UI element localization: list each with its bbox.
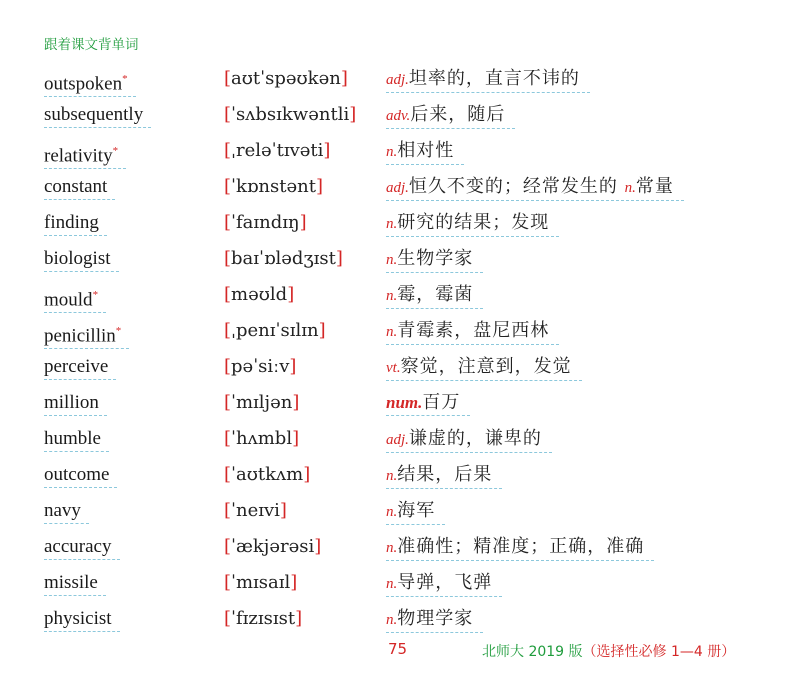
bracket-close: ] (318, 320, 326, 341)
vocab-phonetic (224, 499, 287, 523)
vocab-word (44, 319, 129, 349)
vocab-definition (386, 139, 464, 165)
phonetic-text: ˈmɪljən (231, 392, 293, 413)
vocab-row (0, 571, 787, 601)
vocab-word (44, 139, 126, 169)
vocab-word-text: biologist (44, 248, 111, 269)
vocab-phonetic (224, 103, 356, 127)
edition-name: 北师大 2019 版 (482, 644, 583, 660)
part-of-speech: n. (386, 252, 398, 268)
part-of-speech: n. (386, 612, 398, 628)
part-of-speech: n. (386, 540, 398, 556)
definition-text: 生物学家 (397, 248, 474, 269)
phonetic-text: ˌpenɪˈsɪlɪn (231, 320, 319, 341)
vocab-row (0, 103, 787, 133)
phonetic-text: ˈækjərəsi (231, 536, 315, 557)
definition-text: 后来，随后 (410, 104, 506, 125)
vocab-word-text: accuracy (44, 536, 112, 557)
bracket-open: [ (224, 176, 232, 197)
vocab-row (0, 535, 787, 565)
phonetic-text: məʊld (231, 284, 288, 305)
vocab-row (0, 319, 787, 349)
bracket-close: ] (323, 140, 331, 161)
vocab-phonetic (224, 139, 330, 163)
definition-text: 霉，霉菌 (397, 284, 474, 305)
phonetic-text: ˈmɪsaɪl (231, 572, 291, 593)
definition-text: 物理学家 (397, 608, 474, 629)
definition-text: 察觉，注意到，发觉 (400, 356, 572, 377)
vocab-phonetic (224, 247, 343, 271)
vocab-word-text: outspoken (44, 73, 123, 95)
star-mark: * (115, 325, 122, 337)
bracket-close: ] (292, 392, 300, 413)
vocab-row (0, 427, 787, 457)
bracket-open: [ (224, 68, 232, 89)
part-of-speech: n. (386, 324, 398, 340)
vocab-phonetic (224, 283, 294, 307)
star-mark: * (112, 145, 119, 157)
phonetic-text: aʊtˈspəʊkən (231, 68, 341, 89)
vocab-phonetic (224, 427, 299, 451)
vocab-definition (386, 247, 483, 273)
vocab-phonetic (224, 211, 307, 235)
vocab-definition (386, 211, 559, 237)
vocab-definition (386, 355, 582, 381)
definition-text: 百万 (422, 392, 461, 413)
phonetic-text: ˌreləˈtɪvəti (231, 140, 324, 161)
star-mark: * (92, 289, 99, 301)
vocab-phonetic (224, 355, 296, 379)
bracket-close: ] (299, 212, 307, 233)
vocab-row (0, 67, 787, 97)
vocab-word-text: subsequently (44, 104, 144, 125)
vocab-row (0, 607, 787, 637)
vocab-phonetic (224, 607, 302, 631)
vocab-phonetic (224, 463, 310, 487)
bracket-close: ] (295, 608, 303, 629)
vocab-word (44, 283, 106, 313)
part-of-speech: n. (386, 144, 398, 160)
bracket-open: [ (224, 572, 232, 593)
vocab-word (44, 607, 120, 632)
part-of-speech: adj. (386, 72, 409, 88)
definition-text: 恒久不变的；经常发生的 (408, 176, 625, 197)
vocab-phonetic (224, 67, 348, 91)
vocab-row (0, 283, 787, 313)
bracket-open: [ (224, 428, 232, 449)
bracket-open: [ (224, 248, 232, 269)
definition-text: 常量 (635, 176, 674, 197)
vocab-row (0, 355, 787, 385)
vocab-word-text: perceive (44, 356, 109, 377)
part-of-speech: n. (386, 504, 398, 520)
vocab-row (0, 247, 787, 277)
part-of-speech: n. (386, 576, 398, 592)
edition-volume: （选择性必修 1—4 册） (582, 644, 736, 660)
vocab-word-text: physicist (44, 608, 112, 629)
vocab-definition (386, 463, 502, 489)
vocab-word (44, 391, 107, 416)
vocab-definition (386, 283, 483, 309)
vocab-definition (386, 175, 684, 201)
bracket-open: [ (224, 104, 232, 125)
vocab-row (0, 139, 787, 169)
bracket-open: [ (224, 356, 232, 377)
bracket-open: [ (224, 212, 232, 233)
vocab-word-text: finding (44, 212, 99, 233)
part-of-speech: n. (386, 468, 398, 484)
vocab-phonetic (224, 391, 299, 415)
phonetic-text: baɪˈɒlədʒɪst (231, 248, 336, 269)
definition-text: 相对性 (397, 140, 455, 161)
phonetic-text: ˈhʌmbl (231, 428, 293, 449)
vocab-word-text: navy (44, 500, 81, 521)
part-of-speech: n. (386, 288, 398, 304)
part-of-speech: n. (624, 180, 636, 196)
vocab-definition (386, 571, 502, 597)
bracket-close: ] (292, 428, 300, 449)
vocab-word (44, 355, 116, 380)
edition-label (482, 641, 735, 661)
bracket-open: [ (224, 536, 232, 557)
bracket-open: [ (224, 608, 232, 629)
definition-text: 海军 (397, 500, 436, 521)
vocab-word-text: outcome (44, 464, 110, 485)
vocab-word-text: mould (44, 289, 93, 311)
definition-text: 研究的结果；发现 (397, 212, 550, 233)
phonetic-text: pəˈsiːv (231, 356, 290, 377)
vocab-definition (386, 391, 470, 416)
definition-text: 导弹，飞弹 (397, 572, 493, 593)
part-of-speech: vt. (386, 360, 401, 376)
bracket-open: [ (224, 392, 232, 413)
page-number: 75 (388, 640, 408, 658)
phonetic-text: ˈaʊtkʌm (231, 464, 304, 485)
vocab-word-text: relativity (44, 145, 113, 167)
star-mark: * (122, 73, 128, 85)
definition-text: 准确性；精准度；正确，准确 (397, 536, 645, 557)
part-of-speech: adv. (386, 108, 411, 124)
vocab-word (44, 535, 120, 560)
vocab-definition (386, 607, 483, 633)
bracket-close: ] (340, 68, 348, 89)
vocab-word (44, 103, 151, 128)
phonetic-text: ˈkɒnstənt (231, 176, 316, 197)
vocab-word (44, 571, 106, 596)
vocab-row (0, 391, 787, 421)
vocab-word-text: million (44, 392, 99, 413)
vocab-word-text: penicillin (44, 325, 116, 347)
vocab-row (0, 211, 787, 241)
bracket-open: [ (224, 140, 232, 161)
part-of-speech: num. (386, 393, 423, 412)
bracket-close: ] (290, 572, 298, 593)
phonetic-text: ˈfɪzɪsɪst (231, 608, 296, 629)
vocab-word (44, 247, 119, 272)
vocab-definition (386, 103, 515, 129)
vocab-row (0, 499, 787, 529)
bracket-close: ] (287, 284, 295, 305)
vocab-word-text: humble (44, 428, 101, 449)
bracket-open: [ (224, 320, 232, 341)
vocab-row (0, 175, 787, 205)
vocab-word (44, 175, 115, 200)
part-of-speech: adj. (386, 432, 409, 448)
bracket-close: ] (315, 176, 323, 197)
definition-text: 青霉素，盘尼西林 (397, 320, 550, 341)
bracket-close: ] (279, 500, 287, 521)
vocab-phonetic (224, 175, 323, 199)
vocab-word (44, 463, 117, 488)
bracket-open: [ (224, 464, 232, 485)
vocab-phonetic (224, 571, 297, 595)
vocab-word (44, 67, 136, 97)
phonetic-text: ˈsʌbsɪkwəntli (231, 104, 350, 125)
part-of-speech: n. (386, 216, 398, 232)
bracket-close: ] (303, 464, 311, 485)
vocab-definition (386, 427, 552, 453)
part-of-speech: adj. (386, 180, 409, 196)
vocab-phonetic (224, 535, 321, 559)
vocab-word (44, 211, 107, 236)
phonetic-text: ˈfaɪndɪŋ (231, 212, 300, 233)
bracket-close: ] (349, 104, 357, 125)
vocab-row (0, 463, 787, 493)
bracket-close: ] (314, 536, 322, 557)
vocab-word (44, 499, 89, 524)
definition-text: 谦虚的，谦卑的 (408, 428, 542, 449)
vocab-phonetic (224, 319, 326, 343)
phonetic-text: ˈneɪvi (231, 500, 280, 521)
vocab-word (44, 427, 109, 452)
section-header: 跟着课文背单词 (44, 37, 139, 53)
bracket-open: [ (224, 500, 232, 521)
vocab-definition (386, 499, 445, 525)
bracket-open: [ (224, 284, 232, 305)
vocab-definition (386, 535, 654, 561)
bracket-close: ] (335, 248, 343, 269)
vocab-definition (386, 319, 559, 345)
vocab-word-text: constant (44, 176, 108, 197)
vocab-word-text: missile (44, 572, 98, 593)
definition-text: 坦率的，直言不讳的 (408, 68, 580, 89)
bracket-close: ] (289, 356, 297, 377)
vocab-definition (386, 67, 590, 93)
definition-text: 结果，后果 (397, 464, 493, 485)
